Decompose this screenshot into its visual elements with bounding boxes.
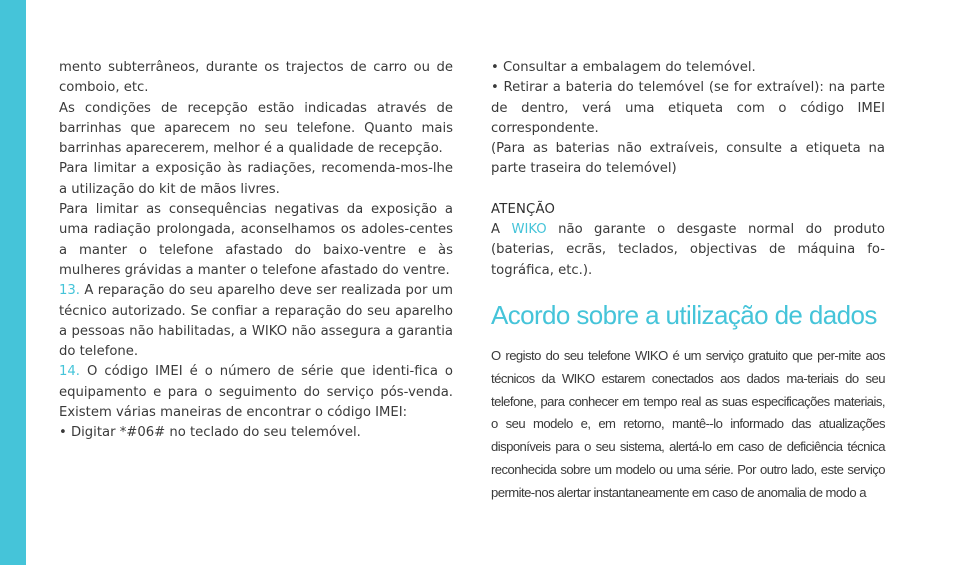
item-13-text: A reparação do seu aparelho deve ser realizada por um técnico autorizado. Se confiar a reparação do seu aparelho a pessoas não habilitadas, a WIKO não assegura a garantia do telefone.: [59, 283, 453, 360]
paragraph-reception-bars: As condições de recepção estão indicadas através de barrinhas que aparecem no seu telefone. Quanto mais barrinhas aparecerem, melhor é a qualidade de recepção.: [59, 100, 453, 157]
attention-paragraph: [491, 220, 885, 281]
item-13: [59, 281, 453, 362]
attention-heading: ATENÇÃO: [491, 201, 556, 217]
item-13-number: 13.: [59, 283, 80, 299]
item-14-text: O código IMEI é o número de série que identi-fica o equipamento e para o seguimento do serviço pós-venda. Existem várias maneiras de encontrar o código IMEI:: [59, 364, 453, 421]
right-column: [491, 58, 885, 505]
paragraph-reception-context: mento subterrâneos, durante os trajectos de carro ou de comboio, etc.: [59, 60, 453, 96]
bullet-packaging: • Consultar a embalagem do telemóvel.: [491, 60, 756, 75]
bullet-battery: • Retirar a bateria do telemóvel (se for extraível): na parte de dentro, verá uma etiqueta com o código IMEI correspondente.: [491, 80, 885, 136]
item-14: [59, 362, 453, 423]
note-non-removable-battery: (Para as baterias não extraíveis, consulte a etiqueta na parte traseira do telemóvel): [491, 141, 885, 177]
spacer: [491, 180, 885, 200]
accent-sidebar-bar: [0, 0, 26, 565]
section-title: Acordo sobre a utilização de dados: [491, 299, 877, 330]
bullet-dial-code: • Digitar *#06# no teclado do seu telemóvel.: [59, 425, 361, 441]
left-column: [59, 58, 453, 444]
section-body: O registo do seu telefone WIKO é um serviço gratuito que per-mite aos técnicos da WIKO estarem conectados aos dados ma-teriais do seu telefone, para conhecer em tempo real as suas especificações materiais, o seu modelo e, em retorno, mantê--lo informado das atualizações disponíveis para o seu sistema, alertá-lo em caso de deficiência técnica reconhecida sobre um modelo ou uma série. Por outro lado, este serviço permite-nos alertar instantaneamente em caso de anomalia de modo a: [491, 347, 885, 500]
wiko-brand: WIKO: [511, 222, 547, 238]
paragraph-hands-free: Para limitar a exposição às radiações, recomenda-mos-lhe a utilização do kit de mãos livres.: [59, 161, 453, 197]
item-14-number: 14.: [59, 364, 80, 380]
paragraph-prolonged-exposure: Para limitar as consequências negativas da exposição a uma radiação prolongada, aconselhamos os adoles-centes a manter o telefone afastado do baixo-ventre e às mulheres grávidas a manter o telefone afastado do ventre.: [59, 202, 453, 278]
attention-text: não garante o desgaste normal do produto (baterias, ecrãs, teclados, objectivas de máquina fo-tográfica, etc.).: [491, 222, 885, 278]
attention-prefix: A: [491, 222, 512, 238]
